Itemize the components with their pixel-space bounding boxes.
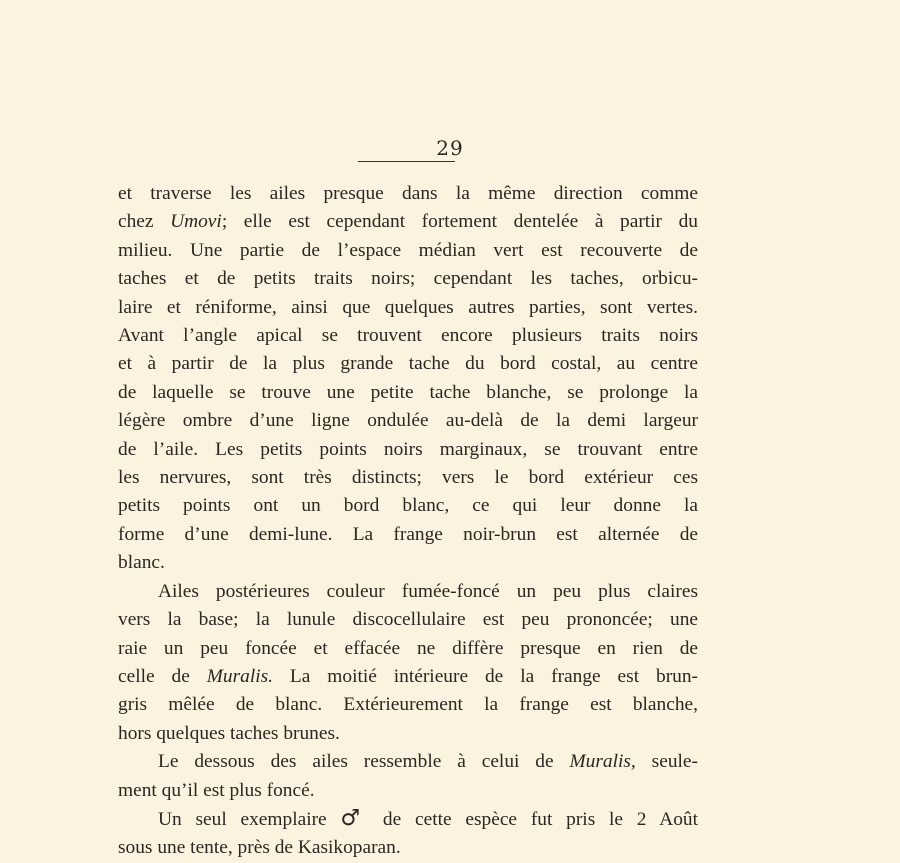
paragraph <box>118 805 698 863</box>
text-line <box>118 379 698 407</box>
text-run: les nervures, sont très distincts; vers le bord extérieur ces <box>118 467 698 489</box>
page-number: 29 <box>436 136 464 160</box>
text-line <box>118 720 698 748</box>
text-line <box>118 635 698 663</box>
paragraph <box>118 578 698 748</box>
text-line <box>118 350 698 378</box>
text-line <box>118 180 698 208</box>
text-run: laire et réniforme, ainsi que quelques autres parties, sont vertes. <box>118 296 698 318</box>
text-run: de laquelle se trouve une petite tache blanche, se prolonge la <box>118 381 698 403</box>
text-line <box>118 521 698 549</box>
text-line <box>118 237 698 265</box>
text-run: vers la base; la lunule discocellulaire est peu prononcée; une <box>118 609 698 631</box>
text-line <box>118 549 698 577</box>
text-line <box>118 777 698 805</box>
text-run: et traverse les ailes presque dans la même direction comme <box>118 183 698 204</box>
text-run: forme d’une demi-lune. La frange noir-brun est alternée de <box>118 523 698 545</box>
text-run: de l’aile. Les petits points noirs marginaux, se trouvant entre <box>118 438 698 460</box>
text-line <box>118 322 698 350</box>
text-line <box>118 208 698 236</box>
body-text <box>118 180 698 863</box>
species-name: Muralis. <box>206 665 274 687</box>
text-run: Ailes postérieures couleur fumée-foncé un peu plus claires <box>158 580 698 602</box>
text-run: taches et de petits traits noirs; cependant les taches, orbicu- <box>118 268 698 290</box>
species-name: Umovi <box>170 211 222 233</box>
text-run: gris mêlée de blanc. Extérieurement la frange est blanche, <box>118 694 698 716</box>
paragraph <box>118 748 698 805</box>
paragraph <box>118 180 698 578</box>
text-run: hors quelques taches brunes. <box>118 722 340 744</box>
text-line <box>118 436 698 464</box>
text-run: Avant l’angle apical se trouvent encore plusieurs traits noirs <box>118 325 698 347</box>
header-rule <box>358 161 455 162</box>
text-run: ; elle est cependant fortement dentelée à partir du <box>221 211 698 233</box>
text-run: sous une tente, près de Kasikoparan. <box>118 837 401 859</box>
text-run: seule- <box>635 751 698 773</box>
species-name: Muralis, <box>569 751 636 773</box>
text-run: blanc. <box>118 552 165 574</box>
text-line <box>118 748 698 776</box>
text-line <box>118 578 698 606</box>
text-run: celle de <box>118 665 207 687</box>
text-line <box>118 606 698 634</box>
text-line <box>118 663 698 691</box>
text-run: chez <box>118 211 171 233</box>
text-run: La moitié intérieure de la frange est brun- <box>273 665 699 687</box>
text-run: petits points ont un bord blanc, ce qui leur donne la <box>118 495 698 517</box>
text-line <box>118 834 698 862</box>
text-line <box>118 492 698 520</box>
text-line <box>118 407 698 435</box>
text-line <box>118 294 698 322</box>
text-line <box>118 464 698 492</box>
text-run: de cette espèce fut pris le 2 Août <box>369 808 699 830</box>
text-run: milieu. Une partie de l’espace médian vert est recouverte de <box>118 239 698 261</box>
text-run: ment qu’il est plus foncé. <box>118 779 315 801</box>
text-line <box>118 691 698 719</box>
text-run: légère ombre d’une ligne ondulée au-delà de la demi largeur <box>118 410 698 432</box>
text-run: Le dessous des ailes ressemble à celui de <box>158 751 570 773</box>
text-line <box>118 805 698 834</box>
text-run: et à partir de la plus grande tache du bord costal, au centre <box>118 353 698 375</box>
text-line <box>118 265 698 293</box>
male-symbol-icon: ♂ <box>340 805 370 831</box>
text-run: raie un peu foncée et effacée ne diffère presque en rien de <box>118 637 698 659</box>
text-run: Un seul exemplaire <box>158 808 341 830</box>
